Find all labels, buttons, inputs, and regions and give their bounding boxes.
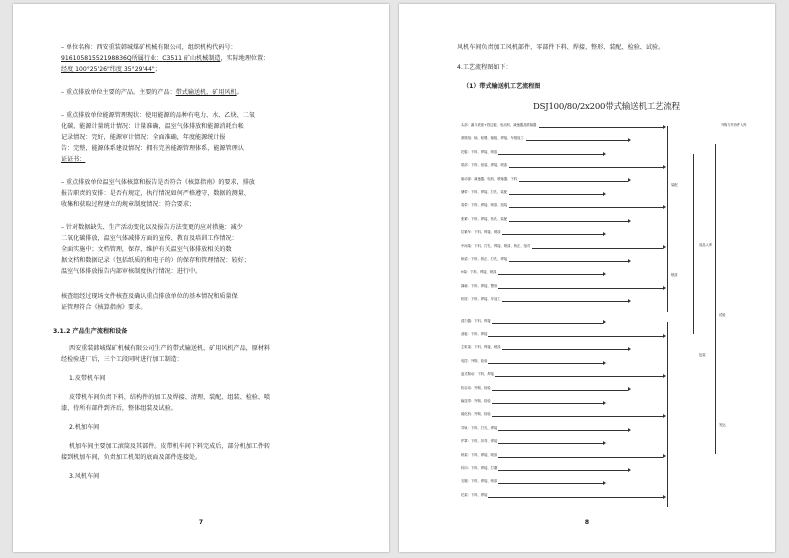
flow-row-label: 托架：下料、焊接	[461, 492, 488, 497]
document-page-right	[399, 4, 775, 552]
flow-row-label: 硫化机：外购、检验	[461, 412, 491, 417]
flow-connector	[488, 336, 663, 337]
flow-connector	[502, 301, 628, 302]
energy-mgmt-line-3: 记录情况：完好，能源审计情况：全面准确，年度能源统计报	[61, 134, 226, 141]
flow-row	[453, 387, 753, 394]
flow-collector-line	[667, 126, 668, 312]
energy-mgmt-line-2: 化碳，能源计量统计情况：计量准确，温室气体排放和能源消耗台帐	[61, 123, 244, 130]
page-number-left: 7	[198, 519, 204, 526]
flow-row-label: 刮板：下料、焊接	[461, 332, 488, 336]
flow-connector	[532, 248, 663, 249]
flow-row-label: 储带：下料、焊接、打孔、装配	[461, 190, 508, 194]
flow-connector	[498, 470, 628, 471]
sub3-title: 3.风机车间	[69, 473, 100, 480]
flow-row	[453, 285, 753, 292]
flow-merge-label: 喷漆	[671, 273, 678, 277]
flow-row	[453, 413, 753, 420]
flow-row-label: 输送带：外购、检验	[461, 399, 491, 403]
flow-row	[453, 231, 753, 238]
flow-row	[453, 467, 753, 474]
flow-row	[453, 124, 753, 131]
energy-mgmt-line-4: 告：完整，能源体系建设情况：拥有完善能源管理体系，能源管理认	[61, 145, 244, 152]
flow-chart-title: DSJ100/80/2x200带式输送机工艺流程	[533, 102, 680, 112]
data-measures-line-5: 温室气体排放报告内部审核制度执行情况：进行中。	[61, 268, 202, 275]
ghg-report-line-3: 收集和获取过程建立的规章制度情况：符合要求；	[61, 201, 196, 208]
energy-mgmt-line-1: – 重点排放单位能源管理现状：使用能源的品种有电力、水、乙炔、二氧	[61, 112, 255, 119]
flow-connector	[498, 288, 663, 289]
flow-connector	[492, 416, 663, 417]
flow-connector	[488, 363, 603, 364]
flow-row-label: 纵梁：下料、矫正、打孔、焊接	[461, 257, 508, 261]
flow-connector	[509, 261, 628, 262]
sub1-title: 1.皮带机车间	[69, 375, 106, 382]
arrow-icon	[603, 361, 606, 365]
main-products-line: – 重点排放单位主要的产品。主要的产品：带式输送机、矿用风机。	[61, 89, 243, 96]
document-page-left	[13, 4, 389, 552]
section-para-line-2: 经检验进厂后，三个工段同时进行加工制造：	[61, 356, 183, 363]
flow-row	[453, 151, 753, 158]
flow-row-label: 转向：下料、焊接、打磨	[461, 466, 498, 470]
flow-row	[453, 494, 753, 501]
data-measures-line-1: – 针对数据缺失、生产活动变化以及报告方法变更的应对措施：减少	[61, 224, 243, 231]
flow-row	[453, 400, 753, 407]
section-heading: 3.1.2 产品生产流程和设备	[53, 328, 128, 335]
flow-collector-line	[715, 144, 716, 454]
flow-connector	[498, 457, 663, 458]
fan-workshop-line: 风机车间负责加工风机部件，零部件下料、焊接、整形、装配、检验、试验。	[457, 44, 665, 51]
arrow-icon	[603, 401, 606, 405]
flow-row-label: 主机架：下料、焊接、喷漆	[461, 345, 501, 350]
ghg-report-line-1: – 重点排放单位温室气体核算和报告是否符合《核算指南》的要求，排放	[61, 179, 255, 186]
data-measures-line-2: 二氧化碳排放，温室气体减排方面的宣传、教育及培训工作情况：	[61, 235, 238, 242]
arrow-icon	[663, 245, 666, 249]
flow-connector	[492, 403, 603, 404]
flow-merge-label: 装配	[671, 183, 678, 187]
arrow-icon	[603, 320, 606, 324]
flow-merge-label: 试验	[719, 313, 726, 317]
arrow-icon	[663, 286, 666, 290]
arrow-icon	[628, 347, 631, 351]
arrow-icon	[603, 481, 606, 485]
flow-row	[453, 320, 753, 327]
flow-row-label: 头部：漏斗底座+挡边板、电动机、减速器及联轴器	[461, 123, 537, 127]
flow-row-label: 张紧：下料、焊接、钻孔、装配	[461, 216, 508, 221]
arrow-icon	[663, 454, 666, 458]
flow-collector-line	[667, 322, 668, 508]
flow-connector	[498, 483, 603, 484]
data-measures-line-4: 据文档和数据记录（包括纸质的和电子的）的保存和管理情况：较好；	[61, 257, 250, 264]
flow-connector	[498, 443, 603, 444]
arrow-icon	[603, 192, 606, 196]
flow-merge-label: 成品入库	[699, 243, 713, 247]
flow-row	[453, 271, 753, 278]
company-name-line: – 单位名称：西安重装韩城煤矿机械有限公司，组织机构代码号：	[61, 44, 237, 51]
geo-location-line: 经度 100°25'26"纬度 35°29'44"；	[61, 66, 161, 73]
arrow-icon	[628, 468, 631, 472]
summary-line-1: 核查组经过现场文件核查及确认重点排放单位的基本情况和质量保	[61, 293, 238, 300]
flow-row-label: 软启动：外购、检验	[461, 385, 491, 390]
flow-row-label: 拉紧车：下料、焊接、喷漆	[461, 230, 501, 235]
flow-row-label: 支腿：下料、焊接、喷漆	[461, 479, 498, 484]
flow-heading: 4.工艺流程图如下：	[457, 64, 512, 71]
flow-row	[453, 218, 753, 225]
flow-connector	[509, 194, 603, 195]
arrow-icon	[628, 138, 631, 142]
flow-connector	[492, 323, 603, 324]
flow-row-label: 机尾：下料、焊接、车加工	[461, 297, 501, 302]
flow-row	[453, 191, 753, 198]
energy-mgmt-line-5: 证证书：	[61, 156, 86, 163]
arrow-icon	[663, 205, 666, 209]
flow-row	[453, 373, 753, 380]
flow-row	[453, 346, 753, 353]
flow-row-label: 驱动部：减速器、电机、联轴器、下料	[461, 176, 518, 181]
sub2-title: 2.机加车间	[69, 424, 100, 431]
page-number-right: 8	[584, 519, 590, 526]
arrow-icon	[628, 259, 631, 263]
arrow-icon	[603, 232, 606, 236]
flow-connector	[509, 167, 663, 168]
flow-row-label: 尾部：下料、组装、焊接、喷漆	[461, 163, 508, 168]
flow-row	[453, 137, 753, 144]
arrow-icon	[603, 272, 606, 276]
flow-connector	[498, 274, 603, 275]
flow-row-label: 护罩：下料、折弯、焊接	[461, 439, 498, 444]
process-flow-chart	[453, 100, 757, 508]
flow-merge-label: 发运	[719, 423, 726, 427]
flow-row	[453, 427, 753, 434]
flow-connector	[492, 390, 628, 391]
flow-collector-line	[693, 154, 694, 334]
arrow-icon	[663, 374, 666, 378]
arrow-icon	[628, 428, 631, 432]
flow-connector	[498, 154, 603, 155]
sub2-line-2: 接到机加车间，负责加工机架的底面及部件连接处。	[61, 454, 202, 461]
flow-row-label: 导轨：下料、打孔、焊接	[461, 425, 498, 430]
flow-connector	[495, 376, 663, 377]
flow-connector	[539, 127, 663, 128]
flow-row-label: 托辊：下料、焊接、喷漆	[461, 149, 498, 154]
section-para-line-1: 西安重装韩城煤矿机械有限公司生产的带式输送机、矿用风机产品，原材料	[69, 345, 271, 352]
flow-row-label: 桥架：下料、焊接、喷漆	[461, 452, 498, 457]
arrow-icon	[663, 414, 666, 418]
org-code-line: 91610581552198836Q所属行业：C3511 矿山机械制造，实际地理位置：	[61, 55, 270, 62]
flow-connector	[526, 140, 628, 141]
sub1-line-1: 皮带机车间负责下料，结构件的加工及焊接、清理、装配、组装、检验、喷	[69, 394, 271, 401]
flow-row-label: H架：下料、焊接、喷漆	[461, 270, 497, 275]
top-right-note: 外购与外协件入库	[721, 123, 747, 127]
data-measures-line-3: 全面实施中；文档管理，保存、维护有关温室气体排放相关的数	[61, 246, 232, 253]
flow-connector	[502, 349, 628, 350]
flow-row	[453, 440, 753, 447]
arrow-icon	[603, 441, 606, 445]
flow-row	[453, 360, 753, 367]
flow-row-label: 中间架：下料、打孔、焊接、喷漆、矫正、组对	[461, 243, 531, 248]
arrow-icon	[603, 152, 606, 156]
flow-row	[453, 454, 753, 461]
flow-connector	[488, 497, 663, 498]
flow-connector	[502, 234, 603, 235]
summary-line-2: 证管理符合《核算指南》要求。	[61, 304, 147, 311]
sub1-line-2: 漆，待所有部件到齐后，整体组装及试验。	[61, 405, 177, 412]
arrow-icon	[628, 219, 631, 223]
flow-row	[453, 178, 753, 185]
flow-row-label: 电控：外购、检验	[461, 358, 488, 363]
arrow-icon	[628, 387, 631, 391]
flow-row	[453, 333, 753, 340]
flow-row-label: 卸载：下料、焊接、整形	[461, 283, 498, 288]
arrow-icon	[663, 165, 666, 169]
flow-connector	[519, 181, 628, 182]
sub2-line-1: 机加车间主要加工滚筒及其部件。皮带机车间下料完成后，部分机加工件转	[69, 443, 271, 450]
flow-merge-label: 包装	[699, 353, 706, 357]
flow-rows	[453, 124, 753, 508]
flow-connector	[509, 221, 628, 222]
flow-row	[453, 204, 753, 211]
flow-row-label: 滚筒组：轴、轮毂、辐板、焊接、车削加工	[461, 136, 524, 141]
flow-row	[453, 164, 753, 171]
flow-row-label: 盘式制动：下料、焊接	[461, 372, 494, 377]
arrow-icon	[663, 334, 666, 338]
flow-row	[453, 298, 753, 305]
arrow-icon	[663, 495, 666, 499]
flow-connector	[498, 430, 628, 431]
ghg-report-line-2: 报告职责的安排：是否有规定，执行情况如何严格遵守，数据的测量、	[61, 190, 250, 197]
flow-row	[453, 258, 753, 265]
arrow-icon	[628, 299, 631, 303]
flow-connector	[509, 207, 663, 208]
flow-row-label: 清扫器：下料、焊接	[461, 318, 491, 323]
arrow-icon	[663, 125, 666, 129]
arrow-icon	[628, 178, 631, 182]
flow-row-label: 卷带：下料、焊接、喷漆、组装	[461, 203, 508, 208]
flow-row	[453, 480, 753, 487]
flow-subheading: （1）带式输送机工艺流程图	[463, 83, 541, 90]
